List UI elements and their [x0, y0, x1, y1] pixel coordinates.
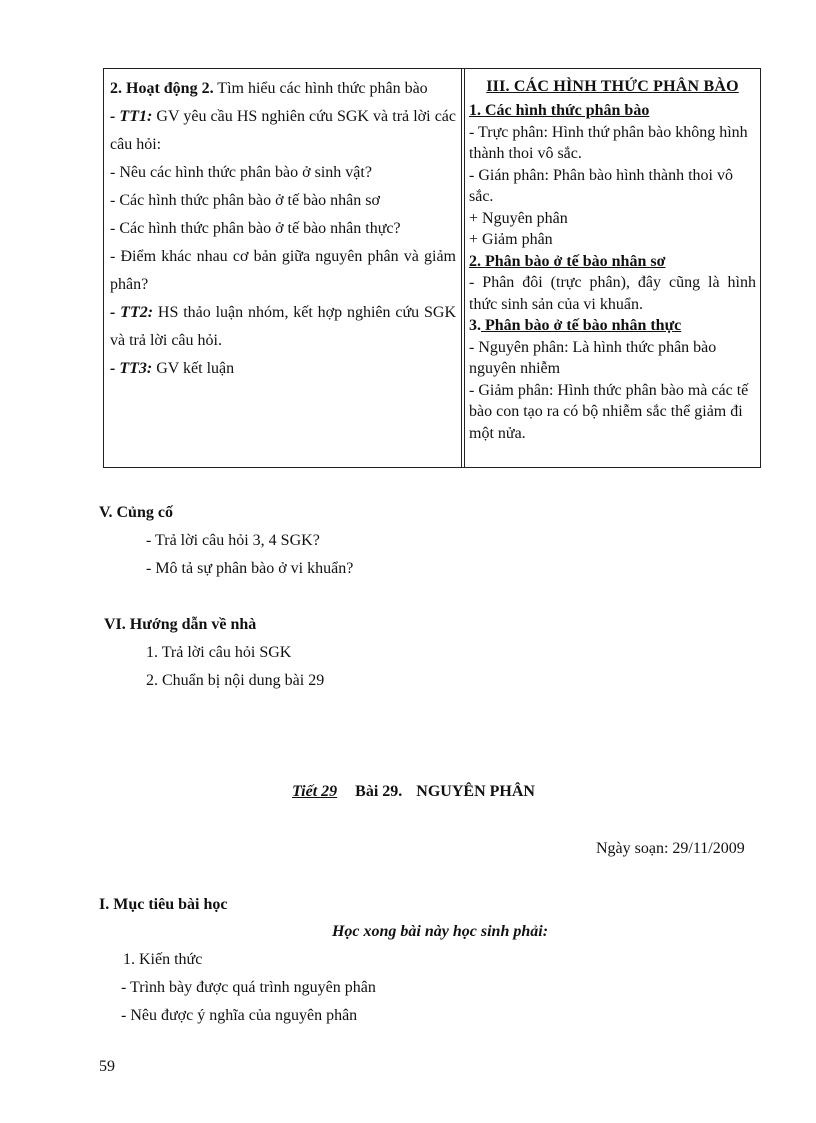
- section-1-heading: I. Mục tiêu bài học: [99, 896, 228, 913]
- tt1-label: - TT1:: [110, 108, 153, 125]
- page-number: 59: [99, 1058, 115, 1075]
- section-5-item-1: - Trả lời câu hỏi 3, 4 SGK?: [146, 532, 320, 549]
- section-1-title: 1. Các hình thức phân bào: [469, 102, 650, 119]
- section-6-item-1: 1. Trả lời câu hỏi SGK: [146, 644, 292, 661]
- tt2-label: - TT2:: [110, 304, 154, 321]
- question-1: - Nêu các hình thức phân bào ở sinh vật?: [110, 164, 372, 181]
- activity-heading: [110, 75, 456, 103]
- activity-table: [103, 68, 761, 468]
- tt1-paragraph: [110, 103, 456, 159]
- tt3-paragraph: [110, 355, 456, 383]
- section-3-title-text: Phân bào ở tế bào nhân thực: [481, 317, 682, 334]
- knowledge-heading: 1. Kiến thức: [123, 951, 203, 968]
- tt2-paragraph: [110, 299, 456, 355]
- question-3: - Các hình thức phân bào ở tế bào nhân thực?: [110, 220, 401, 237]
- section-6-item-2: 2. Chuẩn bị nội dung bài 29: [146, 672, 325, 689]
- objective-item-2: - Nêu được ý nghĩa của nguyên phân: [121, 1007, 358, 1024]
- table-right-column: [465, 69, 760, 467]
- question-2: - Các hình thức phân bào ở tế bào nhân sơ: [110, 192, 380, 209]
- preparation-date: Ngày soạn: 29/11/2009: [596, 840, 745, 857]
- lesson-period: Tiết 29: [292, 783, 338, 800]
- section-3-para-2: - Giảm phân: Hình thức phân bào mà các tế bào con tạo ra có bộ nhiễm sắc thể giảm đi một nửa.: [469, 381, 749, 442]
- tt3-label: - TT3:: [110, 360, 153, 377]
- lesson-number: Bài 29.: [355, 783, 403, 800]
- section-1-para-2: - Gián phân: Phân bào hình thành thoi vô sắc.: [469, 166, 733, 205]
- lesson-title: [292, 783, 535, 801]
- section-1-para-3: + Nguyên phân: [469, 209, 568, 227]
- section-5-item-2: - Mô tả sự phân bào ở vi khuẩn?: [146, 560, 354, 577]
- right-column-title: III. CÁC HÌNH THỨC PHÂN BÀO: [486, 78, 739, 95]
- lesson-name: NGUYÊN PHÂN: [416, 783, 535, 800]
- section-1-para-4: + Giảm phân: [469, 231, 553, 248]
- activity-text: Tìm hiểu các hình thức phân bào: [213, 80, 428, 97]
- section-1-subtitle: Học xong bài này học sinh phải:: [331, 923, 549, 940]
- table-left-column: [104, 69, 462, 467]
- section-3-number: 3.: [469, 317, 481, 334]
- section-3-para-1: - Nguyên phân: Là hình thức phân bào nguyên nhiễm: [469, 338, 717, 377]
- tt3-text: GV kết luận: [152, 360, 235, 377]
- section-6-heading: VI. Hướng dẫn về nhà: [104, 616, 257, 633]
- section-2-title: 2. Phân bào ở tế bào nhân sơ: [469, 252, 666, 270]
- objective-item-1: - Trình bày được quá trình nguyên phân: [121, 979, 376, 996]
- tt1-text: GV yêu cầu HS nghiên cứu SGK và trả lời các câu hỏi:: [110, 108, 456, 153]
- section-1-para-1: - Trực phân: Hình thứ phân bào không hình thành thoi vô sắc.: [469, 123, 748, 162]
- question-4: - Điểm khác nhau cơ bản giữa nguyên phân và giảm phân?: [110, 248, 456, 293]
- section-5-heading: V. Củng cố: [99, 504, 173, 521]
- section-3-title: [469, 315, 756, 337]
- activity-label: 2. Hoạt động 2.: [110, 80, 214, 97]
- section-2-para-1: - Phân đôi (trực phân), đây cũng là hình thức sinh sản của vi khuẩn.: [469, 274, 756, 313]
- tt2-text: HS thảo luận nhóm, kết hợp nghiên cứu SGK và trả lời câu hỏi.: [110, 304, 457, 349]
